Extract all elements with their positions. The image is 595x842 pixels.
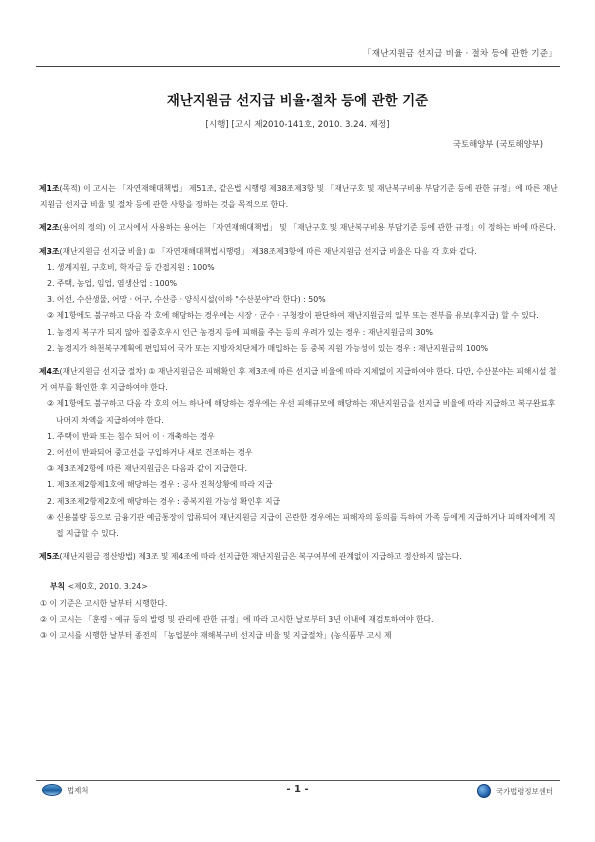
list-item: ② 제1항에도 불구하고 다음 각 호의 어느 하나에 해당하는 경우에는 우선 피해규모에 해당하는 재난지원금을 선지급 비율에 따라 지급하고 복구완료후 나머지 차액을 지급하여야 한다. xyxy=(47,399,556,425)
ministry-label: 국토해양부 (국토해양부) xyxy=(452,139,543,149)
list-item: 1. 농경지 복구가 되지 않아 집중호우시 인근 농경지 등에 피해를 주는 등의 우려가 있는 경우 : 재난지원금의 30% xyxy=(47,327,433,337)
list-item: ② 이 고시는 「훈령ㆍ예규 등의 발령 및 관리에 관한 규정」에 따라 고시한 날로부터 3년 이내에 재검토하여야 한다. xyxy=(40,614,434,624)
list-item: 2. 제3조제2항제2호에 해당하는 경우 : 중복지원 가능성 확인후 지급 xyxy=(47,496,281,506)
document-title: 재난지원금 선지급 비율·절차 등에 관한 기준 xyxy=(166,94,429,109)
running-header: 「재난지원금 선지급 비율 · 절차 등에 관한 기준」 xyxy=(362,49,557,59)
list-item: ④ 신용불량 등으로 금융기관 예금통장이 압류되어 재난지원금 지급이 곤란한 경우에는 피해자의 동의를 득하여 가족 등에게 지급하거나 피해자에게 직접 지급할 수 있다. xyxy=(47,512,556,539)
addenda-heading xyxy=(40,579,558,595)
list-item: 3. 어선, 수산생물, 어망 · 어구, 수산증 · 양식시설(이하 "수산분야"라 한다) : 50% xyxy=(47,295,326,305)
article-number: 제5조 xyxy=(39,552,60,562)
footer-right-label: 국가법령정보센터 xyxy=(495,786,553,796)
article-text: (재난지원금 정산방법) 제3조 및 제4조에 따라 선지급한 재난지원금은 복구여부에 관계없이 지급하고 정산하지 않는다. xyxy=(59,552,462,562)
document-body xyxy=(40,181,558,644)
list-item: 2. 어선이 반파되어 중고선을 구입하거나 새로 건조하는 경우 xyxy=(47,448,253,458)
list-item: ① 이 기준은 고시한 날부터 시행한다. xyxy=(40,598,168,608)
article-text: (목적) 이 고시는 「자연재해대책법」 제51조, 같은법 시행령 제38조제3항 및 「재난구호 및 재난복구비용 부담기준 등에 관한 규정」에 따른 재난지원금 선지급 비율 및 절차 등에 관한 사항을 정하는 것을 목적으로 한다. xyxy=(40,184,558,210)
article-text: (재난지원금 선지급 비율) ① 「자연재해대책법시행령」 제38조제3항에 따른 재난지원금 선지급 비율은 다음 각 호와 같다. xyxy=(59,246,477,256)
article-text: (재난지원금 선지급 절차) ① 재난지원금은 피해확인 후 제3조에 따른 선지급 비율에 따라 지체없이 지급하여야 한다. 다만, 수산분야는 피해시설 철거 여부를 확인한 후 지급하여야 한다. xyxy=(40,367,557,393)
list-item: ② 제1항에도 불구하고 다음 각 호에 해당하는 경우에는 시장 · 군수 · 구청장이 판단하여 재난지원금의 일부 또는 전부를 유보(후지급) 할 수 있다. xyxy=(47,311,539,321)
article-text: (용어의 정의) 이 고시에서 사용하는 용어는 「자연재해대책법」 및 「재난구호 및 재난복구비용 부담기준 등에 관한 규정」이 정하는 바에 따른다. xyxy=(59,223,556,233)
article-3 xyxy=(40,244,558,260)
article-number: 제1조 xyxy=(39,184,60,193)
document-subtitle: [시행] [고시 제2010-141호, 2010. 3.24. 제정] xyxy=(205,120,390,130)
footer-right xyxy=(477,784,553,798)
list-item: 1. 주택이 반파 또는 침수 되어 이 · 개축하는 경우 xyxy=(47,431,215,441)
law-center-logo-icon xyxy=(477,784,491,798)
list-item: ③ 이 고시를 시행한 날부터 종전의 「농업분야 재해복구비 선지급 비율 및 지급절차」(농식품부 고시 제 xyxy=(40,631,392,641)
list-item: 2. 주택, 농업, 임업, 염생산업 : 100% xyxy=(47,279,177,289)
list-item: ③ 제3조제2항에 따른 재난지원금은 다음과 같이 지급한다. xyxy=(47,464,247,474)
header-rule xyxy=(36,66,560,67)
addenda-ref: <제0호, 2010. 3.24> xyxy=(67,582,148,592)
article-2 xyxy=(40,220,558,236)
footer-rule xyxy=(36,780,560,781)
article-1 xyxy=(40,181,558,213)
article-4 xyxy=(40,364,558,396)
list-item: 1. 생계지원, 구호비, 학자금 등 간접지원 : 100% xyxy=(47,262,215,272)
article-number: 제2조 xyxy=(39,223,60,233)
article-5 xyxy=(40,549,558,565)
footer-left-label: 법제처 xyxy=(67,785,89,795)
article-number: 제4조 xyxy=(39,367,60,377)
addenda-label: 부칙 xyxy=(50,582,66,592)
article-number: 제3조 xyxy=(39,246,60,256)
page-number: - 1 - xyxy=(286,784,309,795)
list-item: 1. 제3조제2항제1호에 해당하는 경우 : 공사 진척상황에 따라 지급 xyxy=(47,480,273,490)
list-item: 2. 농경지가 하천복구계획에 편입되어 국가 또는 지방자치단체가 매입하는 등 중복 지원 가능성이 있는 경우 : 재난지원금의 100% xyxy=(47,343,489,353)
